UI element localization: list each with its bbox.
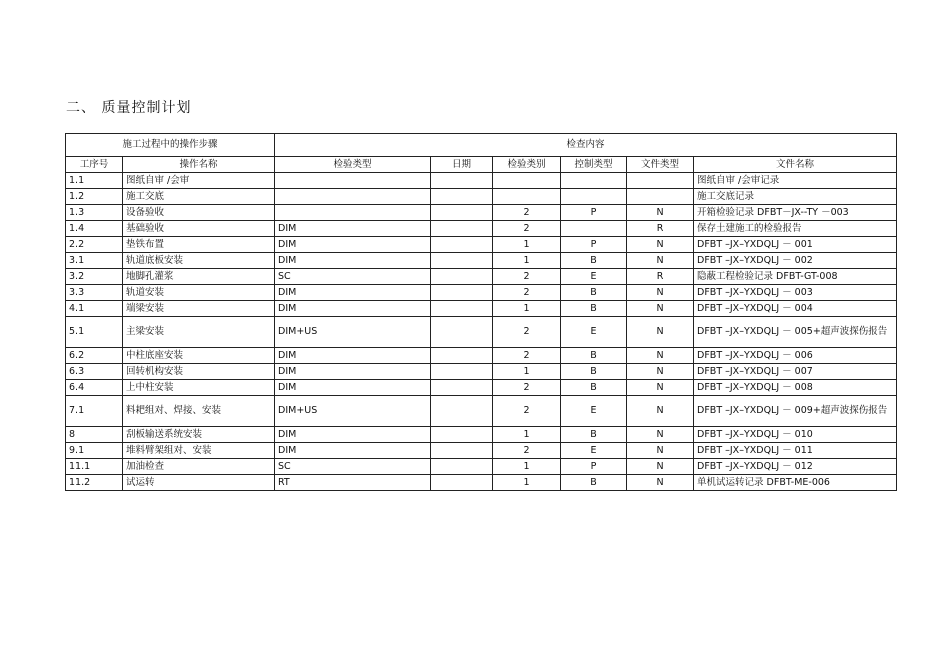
group-header-inspection: 检查内容 — [275, 134, 897, 157]
column-header: 文件类型 — [627, 157, 694, 173]
table-row — [66, 221, 897, 237]
cell-step-no: 6.4 — [66, 380, 123, 396]
cell-date — [431, 221, 493, 237]
cell-inspection-type: DIM — [275, 301, 431, 317]
cell-file-type: N — [627, 443, 694, 459]
cell-file-type: R — [627, 221, 694, 237]
column-header: 日期 — [431, 157, 493, 173]
cell-file-type: N — [627, 427, 694, 443]
group-header-row — [66, 134, 897, 157]
cell-file-name: DFBT –JX–YXDQLJ － 007 — [694, 364, 897, 380]
cell-step-no: 6.2 — [66, 348, 123, 364]
column-header: 操作名称 — [123, 157, 275, 173]
cell-operation-name: 轨道安装 — [123, 285, 275, 301]
cell-inspection-category: 2 — [493, 221, 561, 237]
cell-file-type: N — [627, 253, 694, 269]
cell-inspection-type: RT — [275, 475, 431, 491]
cell-inspection-category — [493, 173, 561, 189]
cell-step-no: 7.1 — [66, 396, 123, 427]
cell-inspection-category: 1 — [493, 427, 561, 443]
cell-control-type: B — [561, 348, 627, 364]
cell-date — [431, 253, 493, 269]
cell-date — [431, 285, 493, 301]
table-row — [66, 237, 897, 253]
cell-operation-name: 中柱底座安装 — [123, 348, 275, 364]
cell-date — [431, 396, 493, 427]
cell-operation-name: 试运转 — [123, 475, 275, 491]
cell-inspection-category: 2 — [493, 269, 561, 285]
cell-control-type: E — [561, 317, 627, 348]
column-header: 检验类型 — [275, 157, 431, 173]
cell-file-name: 单机试运转记录 DFBT-ME-006 — [694, 475, 897, 491]
cell-inspection-type: DIM — [275, 253, 431, 269]
table-row — [66, 443, 897, 459]
cell-inspection-type — [275, 189, 431, 205]
table-row — [66, 364, 897, 380]
table-row — [66, 285, 897, 301]
cell-file-name: DFBT –JX–YXDQLJ － 003 — [694, 285, 897, 301]
cell-inspection-category: 1 — [493, 364, 561, 380]
table-row — [66, 427, 897, 443]
cell-file-name: 隐蔽工程检验记录 DFBT-GT-008 — [694, 269, 897, 285]
cell-control-type: E — [561, 269, 627, 285]
cell-control-type: P — [561, 459, 627, 475]
cell-step-no: 9.1 — [66, 443, 123, 459]
cell-operation-name: 回转机构安装 — [123, 364, 275, 380]
cell-inspection-type: DIM — [275, 364, 431, 380]
table-row — [66, 173, 897, 189]
cell-file-name: DFBT –JX–YXDQLJ － 001 — [694, 237, 897, 253]
table-row — [66, 459, 897, 475]
cell-operation-name: 施工交底 — [123, 189, 275, 205]
table-row — [66, 189, 897, 205]
cell-control-type: B — [561, 285, 627, 301]
cell-file-type: N — [627, 301, 694, 317]
cell-step-no: 1.4 — [66, 221, 123, 237]
cell-operation-name: 刮板输送系统安装 — [123, 427, 275, 443]
cell-file-name: 保存土建施工的检验报告 — [694, 221, 897, 237]
cell-control-type: B — [561, 427, 627, 443]
cell-step-no: 6.3 — [66, 364, 123, 380]
table-row — [66, 380, 897, 396]
cell-inspection-category: 1 — [493, 475, 561, 491]
cell-file-name: 开箱检验记录 DFBT－JX--TY －003 — [694, 205, 897, 221]
cell-date — [431, 205, 493, 221]
cell-control-type: E — [561, 396, 627, 427]
cell-file-type: N — [627, 285, 694, 301]
table-row — [66, 475, 897, 491]
cell-file-type: N — [627, 237, 694, 253]
cell-step-no: 3.2 — [66, 269, 123, 285]
cell-file-name: DFBT –JX–YXDQLJ － 002 — [694, 253, 897, 269]
column-header-row — [66, 157, 897, 173]
cell-file-name: 施工交底记录 — [694, 189, 897, 205]
cell-file-name: DFBT –JX–YXDQLJ － 008 — [694, 380, 897, 396]
cell-inspection-type: SC — [275, 269, 431, 285]
cell-step-no: 4.1 — [66, 301, 123, 317]
cell-inspection-category: 2 — [493, 348, 561, 364]
cell-operation-name: 轨道底板安装 — [123, 253, 275, 269]
cell-inspection-category: 1 — [493, 237, 561, 253]
cell-date — [431, 443, 493, 459]
cell-date — [431, 427, 493, 443]
cell-date — [431, 317, 493, 348]
cell-operation-name: 垫铁布置 — [123, 237, 275, 253]
cell-inspection-category: 1 — [493, 253, 561, 269]
cell-file-type: N — [627, 317, 694, 348]
column-header: 文件名称 — [694, 157, 897, 173]
cell-inspection-type: DIM — [275, 285, 431, 301]
cell-file-type — [627, 189, 694, 205]
cell-file-type: N — [627, 459, 694, 475]
cell-inspection-category: 2 — [493, 317, 561, 348]
cell-file-type: N — [627, 396, 694, 427]
cell-date — [431, 475, 493, 491]
cell-inspection-type: DIM — [275, 221, 431, 237]
cell-inspection-category: 2 — [493, 380, 561, 396]
cell-file-name: DFBT –JX–YXDQLJ － 011 — [694, 443, 897, 459]
table-row — [66, 396, 897, 427]
cell-file-name: DFBT –JX–YXDQLJ － 006 — [694, 348, 897, 364]
cell-file-type: R — [627, 269, 694, 285]
cell-operation-name: 端梁安装 — [123, 301, 275, 317]
cell-date — [431, 237, 493, 253]
cell-inspection-category: 2 — [493, 443, 561, 459]
cell-operation-name: 主梁安装 — [123, 317, 275, 348]
cell-inspection-type — [275, 173, 431, 189]
cell-inspection-type: DIM — [275, 443, 431, 459]
cell-control-type: B — [561, 364, 627, 380]
cell-file-name: DFBT –JX–YXDQLJ － 012 — [694, 459, 897, 475]
cell-step-no: 5.1 — [66, 317, 123, 348]
cell-control-type: E — [561, 443, 627, 459]
cell-step-no: 1.2 — [66, 189, 123, 205]
cell-date — [431, 380, 493, 396]
table-row — [66, 269, 897, 285]
cell-date — [431, 459, 493, 475]
cell-control-type: B — [561, 380, 627, 396]
table-row — [66, 348, 897, 364]
cell-date — [431, 301, 493, 317]
cell-file-type: N — [627, 348, 694, 364]
cell-step-no: 8 — [66, 427, 123, 443]
cell-step-no: 11.2 — [66, 475, 123, 491]
cell-operation-name: 上中柱安装 — [123, 380, 275, 396]
column-header: 检验类别 — [493, 157, 561, 173]
cell-inspection-type: SC — [275, 459, 431, 475]
cell-control-type: B — [561, 475, 627, 491]
cell-file-type: N — [627, 364, 694, 380]
cell-inspection-category: 2 — [493, 205, 561, 221]
cell-step-no: 11.1 — [66, 459, 123, 475]
cell-control-type: P — [561, 205, 627, 221]
cell-step-no: 1.1 — [66, 173, 123, 189]
cell-inspection-category: 1 — [493, 301, 561, 317]
cell-file-name: DFBT –JX–YXDQLJ － 010 — [694, 427, 897, 443]
cell-inspection-category — [493, 189, 561, 205]
cell-file-type: N — [627, 205, 694, 221]
cell-control-type: B — [561, 301, 627, 317]
cell-step-no: 1.3 — [66, 205, 123, 221]
table-row — [66, 205, 897, 221]
cell-inspection-type: DIM+US — [275, 396, 431, 427]
cell-file-name: DFBT –JX–YXDQLJ － 005+超声波探伤报告 — [694, 317, 897, 348]
cell-date — [431, 173, 493, 189]
cell-file-name: DFBT –JX–YXDQLJ － 009+超声波探伤报告 — [694, 396, 897, 427]
table-row — [66, 317, 897, 348]
cell-control-type — [561, 173, 627, 189]
cell-operation-name: 加油检查 — [123, 459, 275, 475]
cell-inspection-type: DIM — [275, 237, 431, 253]
cell-file-name: DFBT –JX–YXDQLJ － 004 — [694, 301, 897, 317]
page-title: 二、 质量控制计划 — [66, 100, 192, 116]
cell-inspection-category: 2 — [493, 285, 561, 301]
cell-control-type: B — [561, 253, 627, 269]
cell-inspection-type: DIM — [275, 380, 431, 396]
cell-step-no: 2.2 — [66, 237, 123, 253]
table-row — [66, 253, 897, 269]
cell-operation-name: 料耙组对、焊接、安装 — [123, 396, 275, 427]
column-header: 控制类型 — [561, 157, 627, 173]
cell-date — [431, 269, 493, 285]
cell-inspection-type: DIM+US — [275, 317, 431, 348]
group-header-process: 施工过程中的操作步骤 — [66, 134, 275, 157]
cell-control-type: P — [561, 237, 627, 253]
cell-inspection-category: 1 — [493, 459, 561, 475]
cell-inspection-type: DIM — [275, 427, 431, 443]
column-header: 工序号 — [66, 157, 123, 173]
cell-file-type — [627, 173, 694, 189]
cell-file-type: N — [627, 380, 694, 396]
cell-file-name: 图纸自审 /会审记录 — [694, 173, 897, 189]
cell-operation-name: 图纸自审 /会审 — [123, 173, 275, 189]
cell-file-type: N — [627, 475, 694, 491]
cell-date — [431, 348, 493, 364]
cell-date — [431, 364, 493, 380]
cell-inspection-category: 2 — [493, 396, 561, 427]
table-row — [66, 301, 897, 317]
cell-operation-name: 设备验收 — [123, 205, 275, 221]
cell-operation-name: 地脚孔灌浆 — [123, 269, 275, 285]
cell-date — [431, 189, 493, 205]
cell-inspection-type — [275, 205, 431, 221]
quality-control-table — [65, 133, 897, 491]
cell-operation-name: 堆料臂架组对、安装 — [123, 443, 275, 459]
cell-operation-name: 基础验收 — [123, 221, 275, 237]
cell-control-type — [561, 189, 627, 205]
cell-step-no: 3.1 — [66, 253, 123, 269]
cell-control-type — [561, 221, 627, 237]
cell-inspection-type: DIM — [275, 348, 431, 364]
cell-step-no: 3.3 — [66, 285, 123, 301]
